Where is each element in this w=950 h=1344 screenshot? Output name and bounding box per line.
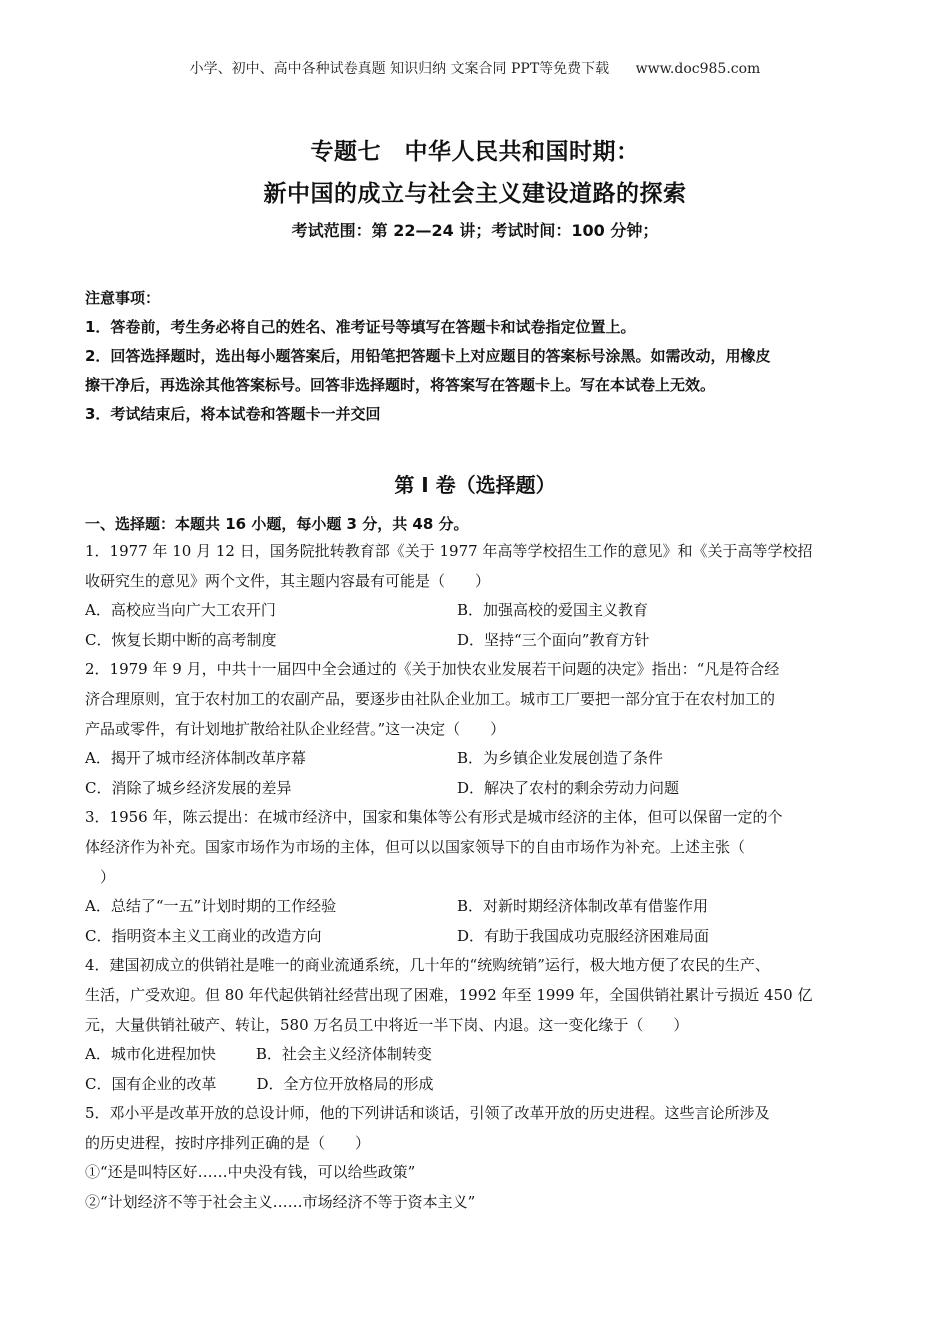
question-1 bbox=[85, 537, 875, 655]
header-text: 小学、初中、高中各种试卷真题 知识归纳 文案合同 PPT等免费下载 bbox=[189, 61, 610, 77]
question-2 bbox=[85, 655, 875, 803]
option-c: C．国有企业的改革 bbox=[85, 1074, 217, 1093]
option-b: B．社会主义经济体制转变 bbox=[255, 1045, 432, 1064]
page-header bbox=[0, 58, 950, 78]
question-stem: 生活，广受欢迎。但 80 年代起供销社经营出现了困难，1992 年至 1999 年，全国供销社累计亏损近 450 亿 bbox=[85, 985, 813, 1004]
option-d: D．解决了农村的剩余劳动力问题 bbox=[457, 778, 680, 797]
question-stem: 收研究生的意见》两个文件，其主题内容最有可能是（ ） bbox=[85, 571, 491, 590]
notes-item: 擦干净后，再选涂其他答案标号。回答非选择题时，将答案写在答题卡上。写在本试卷上无效。 bbox=[85, 376, 716, 394]
option-b: B．加强高校的爱国主义教育 bbox=[457, 601, 649, 620]
option-a: A．城市化进程加快 bbox=[85, 1045, 216, 1064]
question-stem: 4．建国初成立的供销社是唯一的商业流通系统，几十年的“统购统销”运行，极大地方便了农民的生产、 bbox=[85, 956, 770, 975]
notes-heading: 注意事项： bbox=[85, 289, 161, 307]
question-stem: ） bbox=[85, 867, 116, 886]
notes-item: 2．回答选择题时，选出每小题答案后，用铅笔把答题卡上对应题目的答案标号涂黑。如需改动，用橡皮 bbox=[85, 347, 771, 365]
notes-item: 3．考试结束后，将本试卷和答题卡一并交回 bbox=[85, 405, 381, 423]
option-d: D．坚持“三个面向”教育方针 bbox=[457, 630, 650, 649]
option-a: A．高校应当向广大工农开门 bbox=[85, 601, 276, 620]
question-5 bbox=[85, 1099, 875, 1217]
question-list bbox=[85, 537, 875, 1218]
section-desc: 一、选择题：本题共 16 小题，每小题 3 分，共 48 分。 bbox=[85, 515, 469, 533]
question-stem: 5．邓小平是改革开放的总设计师，他的下列讲话和谈话，引领了改革开放的历史进程。这些言论所涉及 bbox=[85, 1104, 770, 1123]
option-b: B．对新时期经济体制改革有借鉴作用 bbox=[457, 897, 709, 916]
option-b: B．为乡镇企业发展创造了条件 bbox=[457, 749, 664, 768]
question-stem: 体经济作为补充。国家市场作为市场的主体，但可以以国家领导下的自由市场作为补充。上述主张（ bbox=[85, 837, 746, 856]
option-a: A．总结了“一五”计划时期的工作经验 bbox=[85, 897, 337, 916]
question-stem: 济合理原则，宜于农村加工的农副产品，要逐步由社队企业加工。城市工厂要把一部分宜于在农村加工的 bbox=[85, 689, 776, 708]
list-item: ①“还是叫特区好……中央没有钱，可以给些政策” bbox=[85, 1163, 416, 1182]
question-stem: 产品或零件，有计划地扩散给社队企业经营。”这一决定（ ） bbox=[85, 719, 506, 738]
section-title: 第 I 卷（选择题） bbox=[394, 473, 556, 497]
question-4 bbox=[85, 951, 875, 1099]
option-c: C．恢复长期中断的高考制度 bbox=[85, 630, 277, 649]
question-stem: 2．1979 年 9 月，中共十一届四中全会通过的《关于加快农业发展若干问题的决定》指出：“凡是符合经 bbox=[85, 660, 780, 679]
question-stem: 元，大量供销社破产、转让，580 万名员工中将近一半下岗、内退。这一变化缘于（ ） bbox=[85, 1015, 689, 1034]
option-a: A．揭开了城市经济体制改革序幕 bbox=[85, 749, 306, 768]
option-c: C．指明资本主义工商业的改造方向 bbox=[85, 926, 322, 945]
option-d: D．全方位开放格局的形成 bbox=[256, 1074, 434, 1093]
question-stem: 3．1956 年，陈云提出：在城市经济中，国家和集体等公有形式是城市经济的主体，但可以保留一定的个 bbox=[85, 808, 783, 827]
question-stem: 的历史进程，按时序排列正确的是（ ） bbox=[85, 1133, 371, 1152]
page-title-line1: 专题七 中华人民共和国时期： bbox=[310, 139, 640, 165]
header-site[interactable]: www.doc985.com bbox=[635, 61, 761, 77]
list-item: ②“计划经济不等于社会主义……市场经济不等于资本主义” bbox=[85, 1193, 476, 1212]
option-c: C．消除了城乡经济发展的差异 bbox=[85, 778, 292, 797]
notes-block bbox=[85, 284, 875, 429]
notes-item: 1．答卷前，考生务必将自己的姓名、准考证号等填写在答题卡和试卷指定位置上。 bbox=[85, 318, 636, 336]
page-title-line2: 新中国的成立与社会主义建设道路的探索 bbox=[263, 181, 687, 207]
exam-scope: 考试范围：第 22—24 讲；考试时间：100 分钟； bbox=[291, 221, 659, 240]
question-stem: 1．1977 年 10 月 12 日，国务院批转教育部《关于 1977 年高等学校招生工作的意见》和《关于高等学校招 bbox=[85, 542, 813, 560]
question-3 bbox=[85, 803, 875, 951]
option-d: D．有助于我国成功克服经济困难局面 bbox=[457, 926, 710, 945]
